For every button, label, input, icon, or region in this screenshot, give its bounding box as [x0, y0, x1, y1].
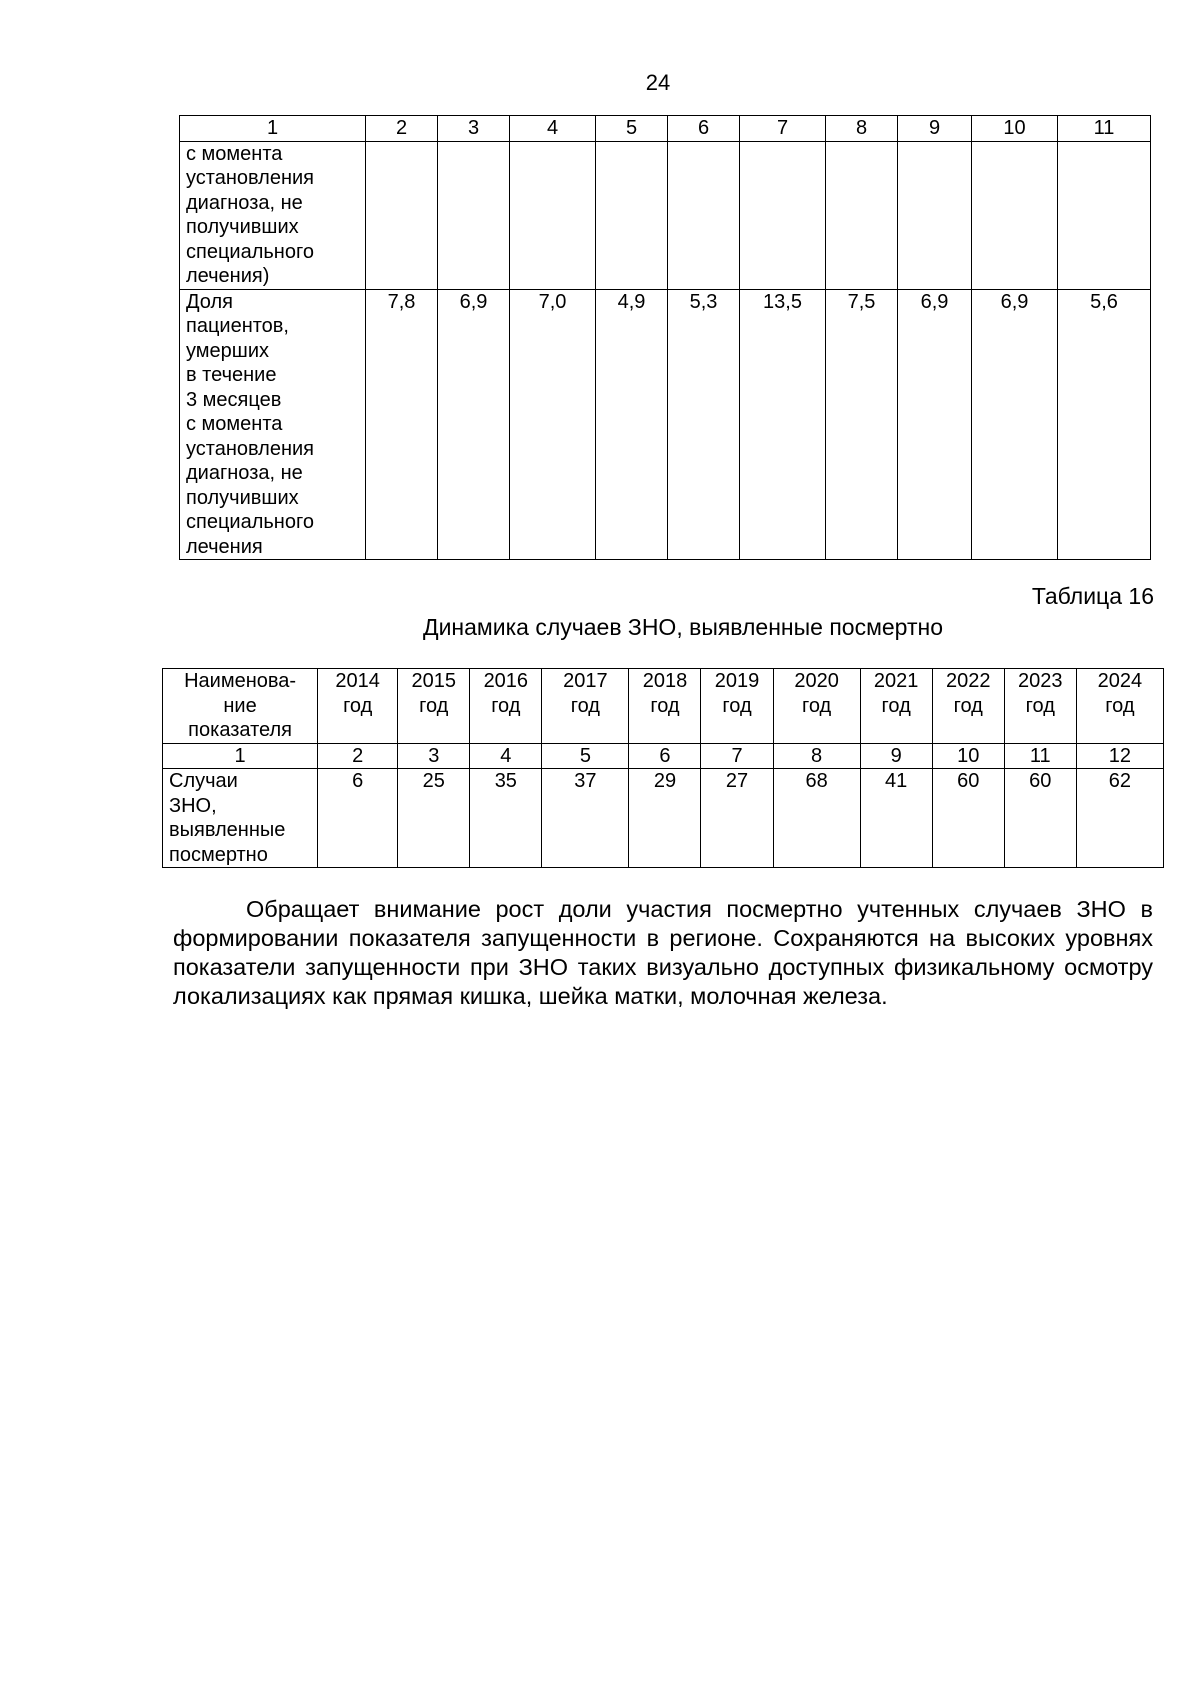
table-row	[180, 141, 1151, 289]
value-cell	[510, 141, 596, 289]
label-line: получивших	[186, 216, 299, 238]
year-unit: год	[1105, 694, 1135, 717]
year: 2019	[714, 670, 760, 692]
label-line: специального	[186, 511, 314, 533]
row-label-cell	[180, 141, 366, 289]
column-number-cell: 11	[1004, 743, 1076, 769]
row-label-cell	[163, 769, 318, 868]
value-cell: 6,9	[438, 289, 510, 560]
table-title: Динамика случаев ЗНО, выявленные посмертно	[423, 614, 943, 640]
label-line: установления	[186, 167, 315, 189]
label-line: 3 месяцев	[186, 388, 282, 411]
value-cell: 41	[860, 769, 932, 868]
value-cell: 6,9	[972, 289, 1058, 560]
year-header-cell	[773, 669, 860, 744]
column-number-cell: 4	[470, 743, 542, 769]
column-number-cell: 2	[318, 743, 398, 769]
year: 2024	[1097, 670, 1143, 692]
column-number-cell: 3	[398, 743, 470, 769]
header-cell: 4	[510, 116, 596, 142]
column-number-cell: 10	[932, 743, 1004, 769]
value-cell	[972, 141, 1058, 289]
column-number-cell: 6	[629, 743, 701, 769]
year: 2020	[794, 670, 839, 692]
year: 2023	[1018, 670, 1063, 692]
year-header-cell	[542, 669, 629, 744]
table-header-row	[163, 669, 1164, 744]
year-unit: год	[722, 694, 752, 717]
year-unit: год	[343, 694, 373, 717]
header-cell: 9	[898, 116, 972, 142]
year-unit: год	[419, 694, 449, 717]
year-header-cell	[318, 669, 398, 744]
value-cell	[826, 141, 898, 289]
label-line: ЗНО,	[169, 794, 217, 817]
value-cell: 29	[629, 769, 701, 868]
header-cell: 10	[972, 116, 1058, 142]
value-cell: 7,0	[510, 289, 596, 560]
column-number-cell: 12	[1076, 743, 1163, 769]
header-cell: 3	[438, 116, 510, 142]
label-line: с момента	[186, 413, 283, 435]
column-number-cell: 7	[701, 743, 773, 769]
table-row	[180, 289, 1151, 560]
year: 2016	[483, 670, 529, 692]
value-cell	[438, 141, 510, 289]
label-line: умерших	[186, 339, 269, 362]
label-line: диагноза, не	[186, 191, 303, 214]
header-cell: 2	[366, 116, 438, 142]
year-unit: год	[881, 694, 911, 717]
value-cell: 6	[318, 769, 398, 868]
column-number-cell: 1	[163, 743, 318, 769]
table-header-row	[180, 116, 1151, 142]
value-cell: 37	[542, 769, 629, 868]
value-cell	[898, 141, 972, 289]
value-cell	[366, 141, 438, 289]
column-number-cell: 5	[542, 743, 629, 769]
year-header-cell	[1076, 669, 1163, 744]
label-line: лечения	[186, 535, 263, 558]
year: 2015	[411, 670, 456, 692]
value-cell: 25	[398, 769, 470, 868]
year-unit: год	[491, 694, 521, 717]
value-cell: 5,3	[668, 289, 740, 560]
year-header-cell	[932, 669, 1004, 744]
year: 2018	[642, 670, 688, 692]
value-cell: 4,9	[596, 289, 668, 560]
label-line: лечения)	[186, 265, 270, 287]
year-unit: год	[650, 694, 680, 717]
year-header-cell	[398, 669, 470, 744]
label-line: специального	[186, 240, 314, 263]
year: 2021	[873, 670, 919, 692]
year-header-cell	[470, 669, 542, 744]
label-line: показателя	[188, 719, 292, 741]
label-line: диагноза, не	[186, 462, 303, 484]
label-line: получивших	[186, 486, 299, 509]
label-line: пациентов,	[186, 315, 289, 337]
column-number-cell: 9	[860, 743, 932, 769]
label-line: в течение	[186, 364, 277, 386]
year: 2014	[335, 670, 380, 692]
value-cell: 62	[1076, 769, 1163, 868]
value-cell: 5,6	[1058, 289, 1151, 560]
header-label-cell	[163, 669, 318, 744]
year-unit: год	[801, 694, 832, 717]
value-cell	[740, 141, 826, 289]
value-cell	[1058, 141, 1151, 289]
row-label-cell	[180, 289, 366, 560]
year-header-cell	[860, 669, 932, 744]
value-cell: 60	[1004, 769, 1076, 868]
label-line: с момента	[186, 142, 283, 165]
year-header-cell	[701, 669, 773, 744]
year-unit: год	[1025, 694, 1055, 717]
header-cell: 6	[668, 116, 740, 142]
year: 2022	[945, 670, 991, 692]
value-cell: 68	[773, 769, 860, 868]
label-line: выявленные	[169, 819, 286, 841]
value-cell: 27	[701, 769, 773, 868]
page-number: 24	[645, 70, 671, 95]
continued-table	[179, 115, 1151, 560]
year-unit: год	[953, 694, 983, 717]
label-line: Наименова-	[184, 670, 297, 692]
column-number-cell: 8	[773, 743, 860, 769]
value-cell: 7,8	[366, 289, 438, 560]
year-header-cell	[629, 669, 701, 744]
header-cell: 8	[826, 116, 898, 142]
body-paragraph: Обращает внимание рост доли участия посмертно учтенных случаев ЗНО в формировании показателя запущенности в регионе. Сохраняются на высоких уровнях показатели запущенности при ЗНО таких визуально доступных физикальному осмотру локализациях как прямая кишка, шейка матки, молочная железа.	[173, 896, 1153, 1009]
value-cell: 13,5	[740, 289, 826, 560]
year-unit: год	[570, 694, 600, 717]
label-line: Доля	[186, 290, 233, 313]
value-cell: 35	[470, 769, 542, 868]
label-line: ние	[223, 694, 257, 717]
header-cell: 1	[180, 116, 366, 142]
label-line: установления	[186, 437, 315, 460]
header-cell: 11	[1058, 116, 1151, 142]
year: 2017	[563, 670, 608, 692]
table-caption: Таблица 16	[1031, 583, 1154, 609]
table-16	[162, 668, 1164, 868]
header-cell: 7	[740, 116, 826, 142]
label-line: посмертно	[169, 843, 268, 866]
label-line: Случаи	[169, 770, 238, 792]
column-number-row	[163, 743, 1164, 769]
value-cell: 6,9	[898, 289, 972, 560]
value-cell: 60	[932, 769, 1004, 868]
year-header-cell	[1004, 669, 1076, 744]
header-cell: 5	[596, 116, 668, 142]
table-row	[163, 769, 1164, 868]
value-cell: 7,5	[826, 289, 898, 560]
value-cell	[668, 141, 740, 289]
value-cell	[596, 141, 668, 289]
